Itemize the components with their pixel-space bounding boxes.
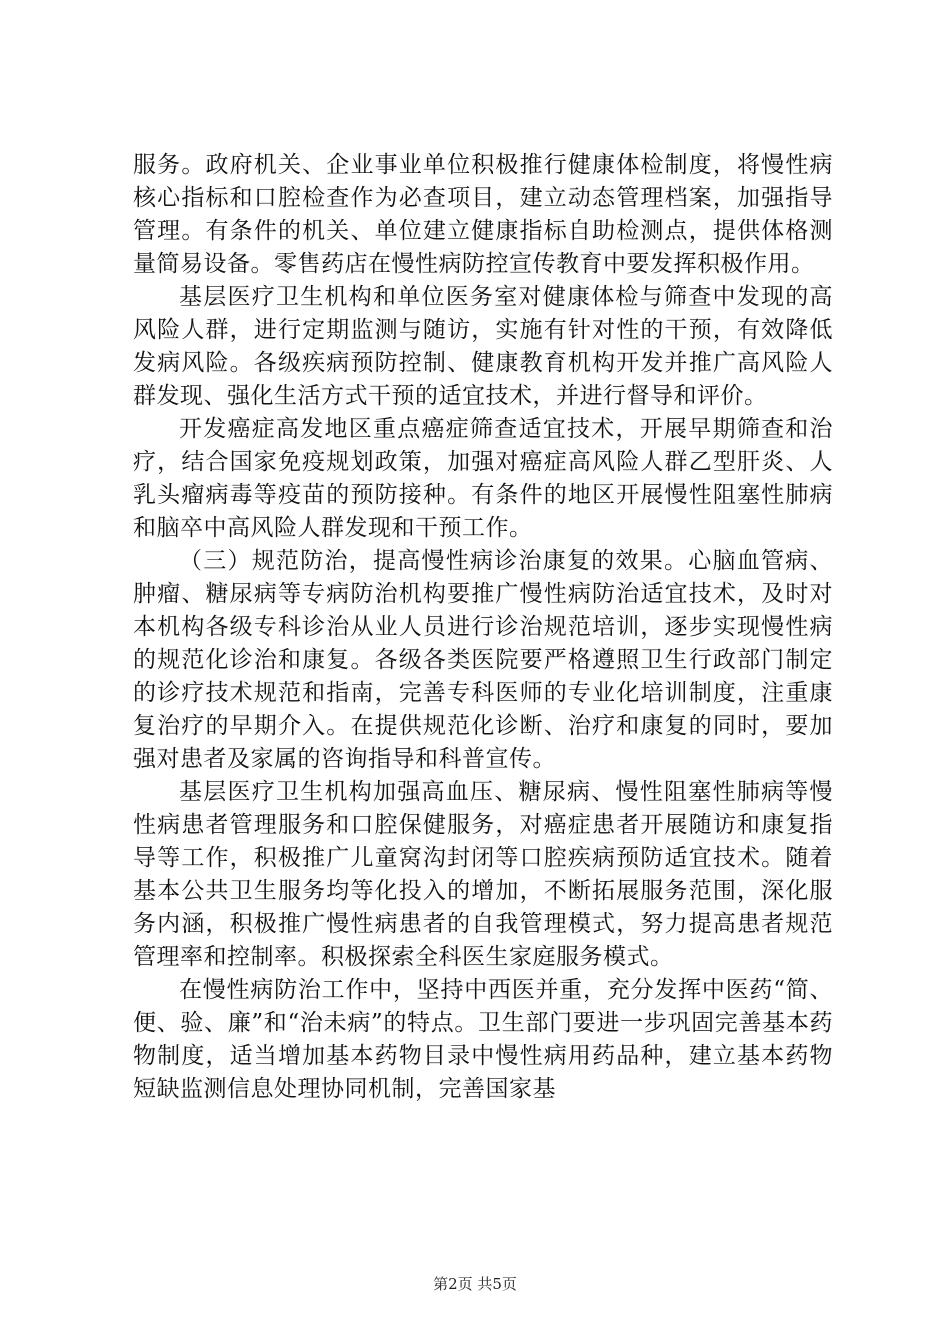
paragraph-6: 在慢性病防治工作中，坚持中西医并重，充分发挥中医药“简、便、验、廉”和“治未病”的特点。卫生部门要进一步巩固完善基本药物制度，适当增加基本药物目录中慢性病用药品种，建立基本药物短缺监测信息处理协同机制，完善国家基 (133, 977, 833, 1102)
page-footer: 第2页 共5页 (433, 1275, 517, 1293)
paragraph-5: 基层医疗卫生机构加强高血压、糖尿病、慢性阻塞性肺病等慢性病患者管理服务和口腔保健服务，对癌症患者开展随访和康复指导等工作，积极推广儿童窝沟封闭等口腔疾病预防适宜技术。随着基本公共卫生服务均等化投入的增加，不断拓展服务范围，深化服务内涵，积极推广慢性病患者的自我管理模式，努力提高患者规范管理率和控制率。积极探索全科医生家庭服务模式。 (133, 779, 833, 970)
document-body (133, 149, 833, 1106)
paragraph-2: 基层医疗卫生机构和单位医务室对健康体检与筛查中发现的高风险人群，进行定期监测与随访，实施有针对性的干预，有效降低发病风险。各级疾病预防控制、健康教育机构开发并推广高风险人群发现、强化生活方式干预的适宜技术，并进行督导和评价。 (133, 284, 833, 409)
paragraph-3: 开发癌症高发地区重点癌症筛查适宜技术，开展早期筛查和治疗，结合国家免疫规划政策，加强对癌症高风险人群乙型肝炎、人乳头瘤病毒等疫苗的预防接种。有条件的地区开展慢性阻塞性肺病和脑卒中高风险人群发现和干预工作。 (133, 416, 833, 541)
paragraph-1: 服务。政府机关、企业事业单位积极推行健康体检制度，将慢性病核心指标和口腔检查作为必查项目，建立动态管理档案，加强指导管理。有条件的机关、单位建立健康指标自助检测点，提供体格测量简易设备。零售药店在慢性病防控宣传教育中要发挥积极作用。 (133, 152, 833, 277)
paragraph-4: （三）规范防治，提高慢性病诊治康复的效果。心脑血管病、肿瘤、糖尿病等专病防治机构要推广慢性病防治适宜技术，及时对本机构各级专科诊治从业人员进行诊治规范培训，逐步实现慢性病的规范化诊治和康复。各级各类医院要严格遵照卫生行政部门制定的诊疗技术规范和指南，完善专科医师的专业化培训制度，注重康复治疗的早期介入。在提供规范化诊断、治疗和康复的同时，要加强对患者及家属的咨询指导和科普宣传。 (133, 548, 833, 772)
